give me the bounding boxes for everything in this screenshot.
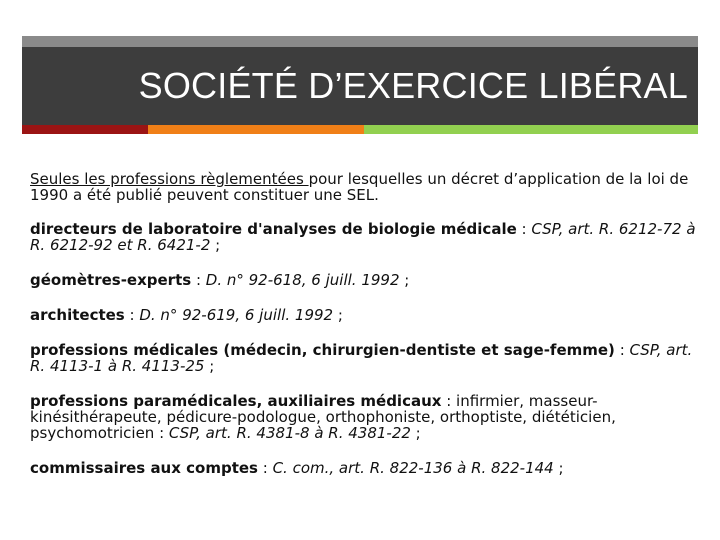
item-description: : infirmier, masseur-kinésithérapeute, pédicure-podologue, orthophoniste, orthoptiste, diététicien, psychomotricien : (30, 392, 616, 442)
item-reference: D. n° 92-618, 6 juill. 1992 (205, 271, 400, 289)
item-label: géomètres-experts (30, 271, 192, 289)
item-separator: : (257, 459, 273, 477)
item-label: professions paramédicales, auxiliaires médicaux (30, 392, 442, 410)
intro-rest: pour lesquelles un décret d’application de la loi de 1990 a été publié peuvent constituer une SEL. (30, 170, 689, 204)
item-reference: CSP, art. R. 4113-1 à R. 4113-25 (30, 341, 693, 375)
slide-body (30, 171, 698, 495)
item-label: architectes (30, 306, 125, 324)
item-reference: CSP, art. R. 6212-72 à R. 6212-92 et R. 6421-2 (30, 220, 696, 254)
item-tail: ; (410, 424, 421, 442)
item-reference: C. com., art. R. 822-136 à R. 822-144 (272, 459, 554, 477)
accent-bar-green (364, 125, 698, 134)
item-tail: ; (210, 236, 221, 254)
item-reference: CSP, art. R. 4381-8 à R. 4381-22 (168, 424, 411, 442)
intro-underlined: Seules les professions règlementées (30, 170, 309, 188)
item-medical-professions (30, 342, 698, 374)
accent-bar-red (22, 125, 148, 134)
item-tail: ; (204, 357, 215, 375)
item-label: directeurs de laboratoire d'analyses de biologie médicale (30, 220, 517, 238)
item-separator: : (516, 220, 532, 238)
intro-paragraph (30, 171, 698, 203)
item-tail: ; (553, 459, 564, 477)
title-band (22, 47, 698, 125)
item-tail: ; (399, 271, 410, 289)
top-rule (22, 36, 698, 47)
slide-title: SOCIÉTÉ D’EXERCICE LIBÉRAL (138, 65, 688, 106)
item-separator: : (191, 271, 206, 289)
item-reference: D. n° 92-619, 6 juill. 1992 (139, 306, 334, 324)
item-paramedical-professions (30, 393, 698, 441)
item-separator: : (124, 306, 140, 324)
item-label: professions médicales (médecin, chirurgien-dentiste et sage-femme) (30, 341, 615, 359)
item-laboratory-directors (30, 221, 698, 253)
item-architects (30, 307, 698, 323)
item-tail: ; (333, 306, 343, 324)
accent-bar-orange (148, 125, 364, 134)
item-label: commissaires aux comptes (30, 459, 258, 477)
item-separator: : (614, 341, 630, 359)
item-surveyors (30, 272, 698, 288)
item-auditors (30, 460, 698, 476)
